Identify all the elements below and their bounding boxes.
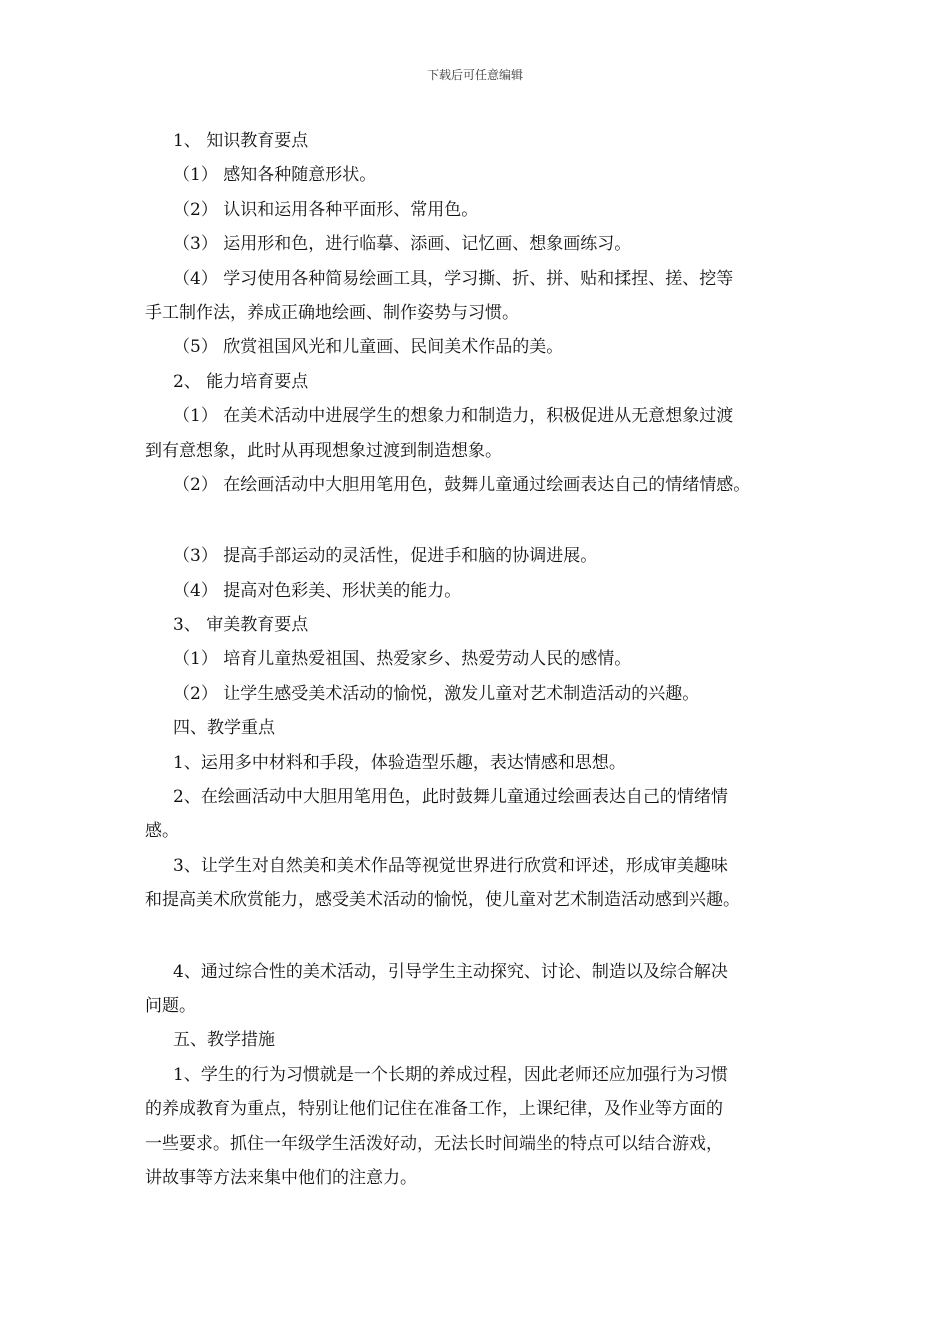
text-line: （2） 让学生感受美术活动的愉悦，激发儿童对艺术制造活动的兴趣。 bbox=[173, 683, 700, 704]
text-line: 讲故事等方法来集中他们的注意力。 bbox=[145, 1167, 417, 1188]
page-header: 下载后可任意编辑 bbox=[426, 68, 523, 82]
text-line: 一些要求。抓住一年级学生活泼好动，无法长时间端坐的特点可以结合游戏， bbox=[145, 1133, 723, 1154]
text-line: 五、教学措施 bbox=[173, 1030, 275, 1051]
paragraph-spacer bbox=[145, 502, 820, 539]
document-body bbox=[145, 124, 820, 1195]
text-line: 四、教学重点 bbox=[173, 718, 275, 739]
text-line: （2） 认识和运用各种平面形、常用色。 bbox=[173, 199, 479, 220]
text-line: （4） 学习使用各种简易绘画工具，学习撕、折、拼、贴和揉捏、搓、挖等 bbox=[173, 268, 734, 289]
text-line: （4） 提高对色彩美、形状美的能力。 bbox=[173, 580, 462, 601]
text-line: 4、通过综合性的美术活动，引导学生主动探究、讨论、制造以及综合解决 bbox=[173, 961, 728, 982]
text-line: 1、学生的行为习惯就是一个长期的养成过程，因此老师还应加强行为习惯 bbox=[173, 1064, 728, 1085]
paragraph-spacer bbox=[145, 918, 820, 955]
text-line: （2） 在绘画活动中大胆用笔用色，鼓舞儿童通过绘画表达自己的情绪情感。 bbox=[173, 474, 751, 495]
text-line: （5） 欣赏祖国风光和儿童画、民间美术作品的美。 bbox=[173, 337, 564, 358]
text-line: 和提高美术欣赏能力，感受美术活动的愉悦，使儿童对艺术制造活动感到兴趣。 bbox=[145, 890, 740, 911]
text-line: （3） 提高手部运动的灵活性，促进手和脑的协调进展。 bbox=[173, 546, 598, 567]
text-line: 1、 知识教育要点 bbox=[173, 131, 309, 151]
text-line: 感。 bbox=[145, 821, 179, 842]
text-line: 的养成教育为重点，特别让他们记住在准备工作，上课纪律，及作业等方面的 bbox=[145, 1099, 723, 1120]
text-line: （1） 在美术活动中进展学生的想象力和制造力，积极促进从无意想象过渡 bbox=[173, 406, 734, 427]
text-line: （1） 感知各种随意形状。 bbox=[173, 165, 377, 186]
text-line: 1、运用多中材料和手段，体验造型乐趣，表达情感和思想。 bbox=[173, 752, 626, 773]
text-line: 问题。 bbox=[145, 995, 196, 1016]
text-line: （1） 培育儿童热爱祖国、热爱家乡、热爱劳动人民的感情。 bbox=[173, 649, 632, 670]
text-line: 手工制作法，养成正确地绘画、制作姿势与习惯。 bbox=[145, 302, 519, 323]
text-line: 到有意想象，此时从再现想象过渡到制造想象。 bbox=[145, 440, 502, 461]
text-line: 2、 能力培育要点 bbox=[173, 371, 309, 392]
text-line: 2、在绘画活动中大胆用笔用色，此时鼓舞儿童通过绘画表达自己的情绪情 bbox=[173, 787, 728, 808]
text-line: 3、让学生对自然美和美术作品等视觉世界进行欣赏和评述，形成审美趣味 bbox=[173, 855, 728, 876]
text-line: （3） 运用形和色，进行临摹、添画、记忆画、想象画练习。 bbox=[173, 234, 632, 255]
text-line: 3、 审美教育要点 bbox=[173, 615, 309, 636]
